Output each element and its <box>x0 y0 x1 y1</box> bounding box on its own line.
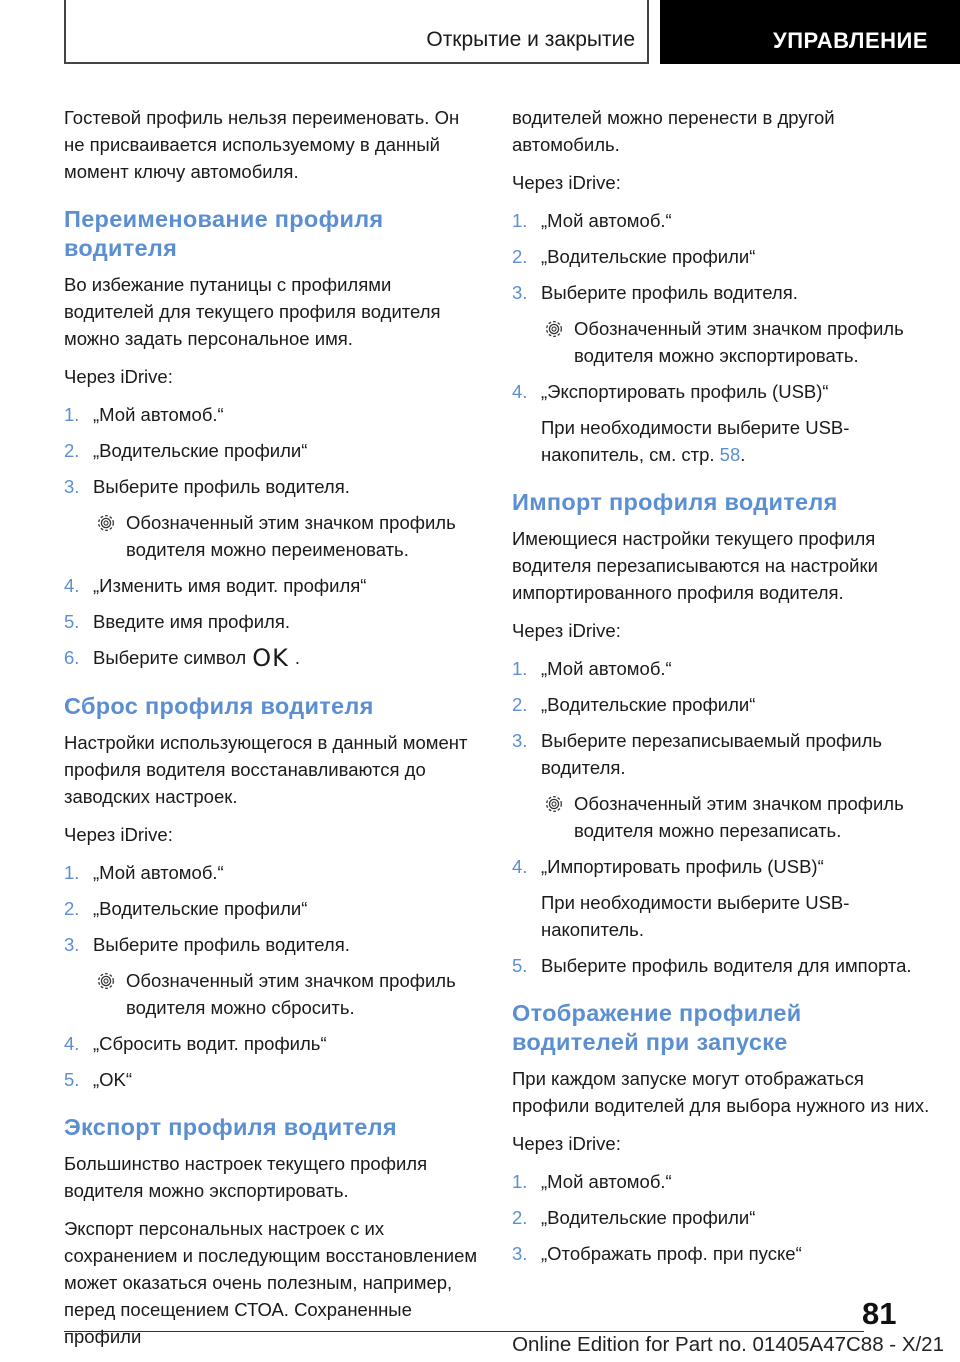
left-column <box>64 104 482 1361</box>
list-item: 1. „Мой автомоб.“ <box>512 658 672 679</box>
display-heading: Отображение профилей водителей при запуске <box>512 1000 802 1055</box>
right-column <box>512 104 930 1276</box>
header-section-tab <box>64 0 649 64</box>
list-item: 2. „Водительские профили“ <box>64 440 308 461</box>
list-item: 1. „Мой автомоб.“ <box>512 210 672 231</box>
display-via: Через iDrive: <box>512 1133 621 1154</box>
list-item: 3. „Отображать проф. при пуске“ <box>512 1243 802 1264</box>
step-note: Обозначенный этим значком профиль водителя можно переименовать. <box>93 509 482 563</box>
settings-gear-icon <box>95 970 117 992</box>
list-item: 3. Выберите профиль водителя. Обозначенный этим значком профиль водителя можно сбросить. <box>64 931 482 1021</box>
import-heading: Импорт профиля водителя <box>512 489 838 515</box>
reset-text: Настройки использующегося в данный момент профиля водителя восстанавливаются до заводских настроек. <box>64 732 468 807</box>
list-item: 4. „Изменить имя водит. профиля“ <box>64 575 367 596</box>
export-text-continued: водителей можно перенести в другой автомобиль. <box>512 107 835 155</box>
list-item: 1. „Мой автомоб.“ <box>64 862 224 883</box>
rename-heading: Переименование профиля водителя <box>64 206 384 261</box>
display-steps <box>512 1168 930 1267</box>
step-note: Обозначенный этим значком профиль водителя можно экспортировать. <box>541 315 930 369</box>
footer-divider <box>64 1331 864 1332</box>
page-number: 81 <box>862 1296 897 1331</box>
rename-text: Во избежание путаницы с профилями водителей для текущего профиля водителя можно задать персональное имя. <box>64 274 441 349</box>
list-item: 4. „Импортировать профиль (USB)“ При необходимости выберите USB-накопитель. <box>512 853 930 943</box>
settings-gear-icon <box>95 512 117 534</box>
page-reference-link[interactable]: 58 <box>719 444 741 465</box>
list-item: 5. „OK“ <box>64 1069 133 1090</box>
rename-via: Через iDrive: <box>64 366 173 387</box>
list-item: 2. „Водительские профили“ <box>64 898 308 919</box>
list-item: 4. „Сбросить водит. профиль“ <box>64 1033 327 1054</box>
list-item: 3. Выберите профиль водителя. Обозначенный этим значком профиль водителя можно переименовать. <box>64 473 482 563</box>
list-item: 4. „Экспортировать профиль (USB)“ При необходимости выберите USB-накопитель, см. стр. 58. <box>512 378 930 468</box>
reset-heading: Сброс профиля водителя <box>64 693 374 719</box>
settings-gear-icon <box>543 793 565 815</box>
export-text-2: Экспорт персональных настроек с их сохранением и последующим восстановлением может оказаться очень полезным, например, перед посещением СТОА. Сохраненные профили <box>64 1218 478 1347</box>
list-item: 1. „Мой автомоб.“ <box>512 1171 672 1192</box>
header-chapter-title: УПРАВЛЕНИЕ <box>773 28 928 53</box>
list-item: 3. Выберите профиль водителя. Обозначенный этим значком профиль водителя можно экспортировать. <box>512 279 930 369</box>
export-heading: Экспорт профиля водителя <box>64 1114 397 1140</box>
step-note: Обозначенный этим значком профиль водителя можно перезаписать. <box>541 790 930 844</box>
step-subtext: При необходимости выберите USB-накопитель, см. стр. 58. <box>541 417 850 465</box>
footer-edition: Online Edition for Part no. 01405A47C88 - X/21 <box>512 1333 944 1356</box>
rename-steps <box>64 401 482 672</box>
settings-gear-icon <box>543 318 565 340</box>
export-steps <box>512 207 930 468</box>
list-item: 6. Выберите символ OK . <box>64 644 301 672</box>
export-text-1: Большинство настроек текущего профиля водителя можно экспортировать. <box>64 1153 428 1201</box>
guest-profile-note: Гостевой профиль нельзя переименовать. Он не присваивается используемому в данный момент ключу автомобиля. <box>64 107 460 182</box>
import-steps <box>512 655 930 979</box>
ok-symbol-icon: OK <box>252 644 289 672</box>
list-item: 2. „Водительские профили“ <box>512 694 756 715</box>
list-item: 3. Выберите перезаписываемый профиль водителя. Обозначенный этим значком профиль водителя можно перезаписать. <box>512 727 930 844</box>
list-item: 5. Выберите профиль водителя для импорта. <box>512 955 912 976</box>
list-item: 2. „Водительские профили“ <box>512 246 756 267</box>
header-chapter-tab <box>660 0 960 64</box>
list-item: 5. Введите имя профиля. <box>64 611 290 632</box>
list-item: 1. „Мой автомоб.“ <box>64 404 224 425</box>
export-via: Через iDrive: <box>512 172 621 193</box>
display-text: При каждом запуске могут отображаться профили водителей для выбора нужного из них. <box>512 1068 930 1116</box>
header-section-title: Открытие и закрытие <box>426 28 635 51</box>
step-subtext: При необходимости выберите USB-накопитель. <box>541 892 850 940</box>
list-item: 2. „Водительские профили“ <box>512 1207 756 1228</box>
import-via: Через iDrive: <box>512 620 621 641</box>
step-note: Обозначенный этим значком профиль водителя можно сбросить. <box>93 967 482 1021</box>
import-text: Имеющиеся настройки текущего профиля водителя перезаписываются на настройки импортированного профиля водителя. <box>512 528 878 603</box>
reset-via: Через iDrive: <box>64 824 173 845</box>
reset-steps <box>64 859 482 1093</box>
